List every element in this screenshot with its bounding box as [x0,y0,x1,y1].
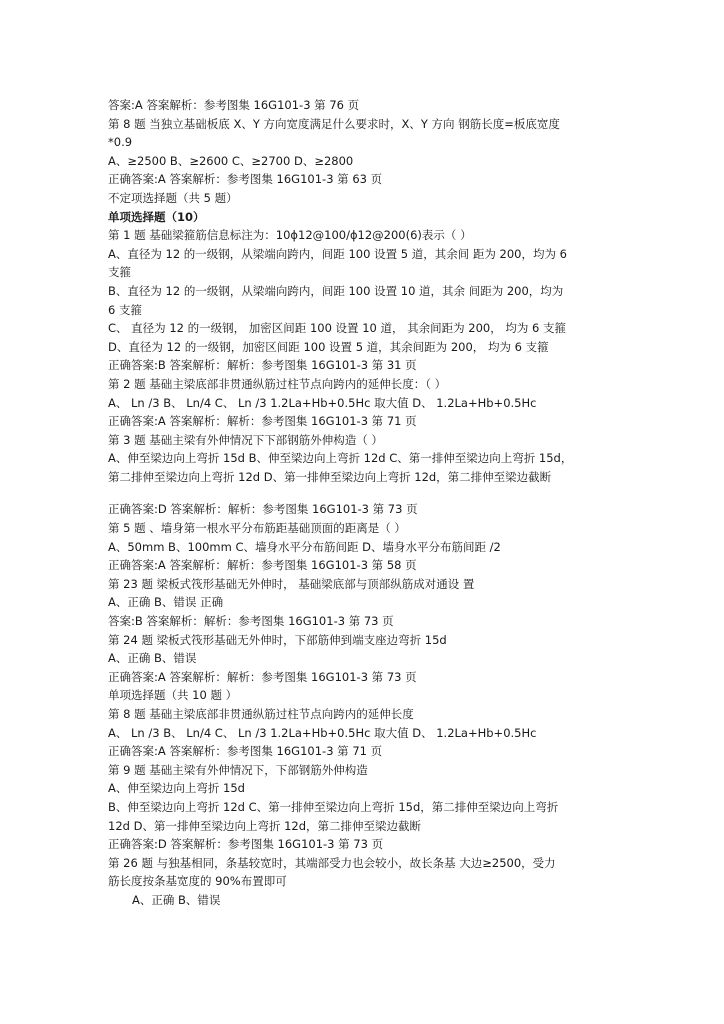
blank-gap [108,486,620,500]
question-line: 第 3 题 基础主梁有外伸情况下下部钢筋外伸构造（ ） [108,432,383,447]
option-line-continued: 12d D、第一排伸至梁边向上弯折 12d，第二排伸至梁边截断 [108,818,422,833]
option-line: A、直径为 12 的一级钢，从梁端向跨内，间距 100 设置 5 道，其余间 距为 200，均为 6 [108,246,567,261]
option-line-continued: 支箍 [108,265,131,280]
question-line: 第 24 题 梁板式筏形基础无外伸时，下部筋伸到端支座边弯折 15d [108,632,447,647]
option-line: B、伸至梁边向上弯折 12d C、第一排伸至梁边向上弯折 15d，第二排伸至梁边向上弯折 [108,799,559,814]
section-heading: 不定项选择题（共 5 题） [108,190,238,205]
answer-line: 答案:A 答案解析：参考图集 16G101-3 第 76 页 [108,98,360,112]
section-heading-bold: 单项选择题（10） [108,209,205,224]
options-line: A、正确 B、错误 [132,892,221,907]
answer-line: 答案:B 答案解析：解析：参考图集 16G101-3 第 73 页 [108,614,394,629]
option-line: C、 直径为 12 的一级钢， 加密区间距 100 设置 10 道， 其余间距为 200， 均为 6 支箍 [108,321,567,336]
options-line: A、≥2500 B、≥2600 C、≥2700 D、≥2800 [108,153,354,168]
options-line: A、50mm B、100mm C、墙身水平分布筋间距 D、墙身水平分布筋间距 /2 [108,539,501,554]
question-line: 第 26 题 与独基相同，条基较宽时，其端部受力也会较小，故长条基 大边≥2500，受力 [108,855,556,870]
options-line: A、 Ln /3 B、 Ln/4 C、 Ln /3 1.2La+Hb+0.5Hc 取大值 D、 1.2La+Hb+0.5Hc [108,395,537,410]
answer-line: 正确答案:A 答案解析：参考图集 16G101-3 第 63 页 [108,172,383,187]
options-line: A、 Ln /3 B、 Ln/4 C、 Ln /3 1.2La+Hb+0.5Hc 取大值 D、 1.2La+Hb+0.5Hc [108,725,537,740]
answer-line: 正确答案:A 答案解析：解析：参考图集 16G101-3 第 73 页 [108,669,417,684]
page-content [108,96,620,910]
answer-line: 正确答案:B 答案解析：解析：参考图集 16G101-3 第 31 页 [108,358,417,373]
question-line-continued: 筋长度按条基宽度的 90%布置即可 [108,874,287,889]
question-line: 第 23 题 梁板式筏形基础无外伸时， 基础梁底部与顶部纵筋成对通设 置 [108,576,475,591]
answer-line: 正确答案:D 答案解析：参考图集 16G101-3 第 73 页 [108,837,384,852]
options-line-continued: 第二排伸至梁边向上弯折 12d D、第一排伸至梁边向上弯折 12d，第二排伸至梁边截断 [108,469,552,484]
question-line: 第 1 题 基础梁箍筋信息标注为：10ϕ12@100/ϕ12@200(6)表示（ ） [108,228,472,243]
question-line-continued: *0.9 [108,135,133,150]
answer-line: 正确答案:A 答案解析：参考图集 16G101-3 第 71 页 [108,744,383,759]
options-line: A、伸至梁边向上弯折 15d B、伸至梁边向上弯折 12d C、第一排伸至梁边向上弯折 15d， [108,451,573,466]
option-line: D、直径为 12 的一级钢，加密区间距 100 设置 5 道，其余间距为 200， 均为 6 支箍 [108,339,549,354]
question-line: 第 8 题 基础主梁底部非贯通纵筋过柱节点向跨内的延伸长度 [108,707,414,721]
answer-line: 正确答案:D 答案解析：解析：参考图集 16G101-3 第 73 页 [108,502,418,517]
section-heading: 单项选择题（共 10 题 ） [108,688,238,703]
answer-line: 正确答案:A 答案解析：解析：参考图集 16G101-3 第 58 页 [108,558,417,573]
option-line-continued: 6 支箍 [108,302,142,317]
question-line: 第 9 题 基础主梁有外伸情况下，下部钢筋外伸构造 [108,762,368,777]
question-line: 第 5 题 、墙身第一根水平分布筋距基础顶面的距离是（ ） [108,521,406,536]
question-line: 第 2 题 基础主梁底部非贯通纵筋过柱节点向跨内的延伸长度：（ ） [108,376,447,391]
answer-line: 正确答案:A 答案解析：解析：参考图集 16G101-3 第 71 页 [108,414,417,429]
option-line: A、伸至梁边向上弯折 15d [108,781,245,796]
question-line: 第 8 题 当独立基础板底 X、Y 方向宽度满足什么要求时，X、Y 方向 钢筋长度=板底宽度 [108,116,560,131]
options-line: A、正确 B、错误 正确 [108,595,224,610]
option-line: B、直径为 12 的一级钢，从梁端向跨内，间距 100 设置 10 道，其余 间距为 200，均为 [108,283,564,298]
options-line: A、正确 B、错误 [108,651,197,666]
